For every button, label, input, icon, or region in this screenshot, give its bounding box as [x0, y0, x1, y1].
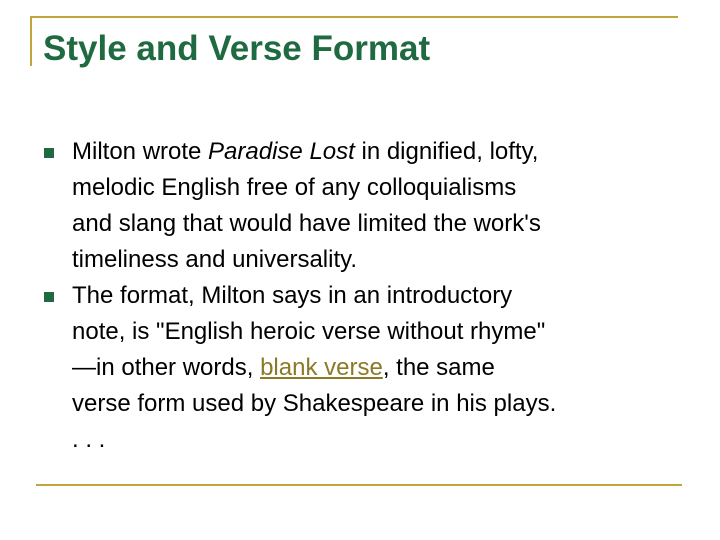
bullet-line: timeliness and universality.: [72, 246, 358, 273]
line-text: Milton wrote: [72, 138, 209, 165]
blank-verse-link[interactable]: blank verse: [260, 354, 383, 381]
square-bullet-icon: [44, 148, 54, 158]
bullet-line: and slang that would have limited the work's: [72, 210, 541, 237]
frame-left-rule: [30, 16, 32, 66]
bullet-line: The format, Milton says in an introductory: [72, 282, 513, 309]
bullet-item-style: [44, 134, 684, 278]
bullet-line: melodic English free of any colloquialisms: [72, 174, 517, 201]
ellipsis: . . .: [72, 426, 106, 453]
line-text: —in other words,: [72, 354, 261, 381]
line-text: in dignified, lofty,: [354, 138, 539, 165]
slide-title: Style and Verse Format: [43, 29, 431, 68]
frame-bottom-rule: [36, 484, 682, 486]
square-bullet-icon: [44, 292, 54, 302]
bullet-list: [44, 134, 684, 458]
bullet-line: [72, 350, 684, 386]
book-title: Paradise Lost: [208, 138, 355, 165]
line-text: , the same: [382, 354, 495, 381]
bullet-line: [72, 134, 684, 170]
bullet-line: note, is "English heroic verse without rhyme": [72, 318, 546, 345]
bullet-line: verse form used by Shakespeare in his plays.: [72, 390, 557, 417]
frame-top-rule: [30, 16, 678, 18]
bullet-item-format: [44, 278, 684, 458]
